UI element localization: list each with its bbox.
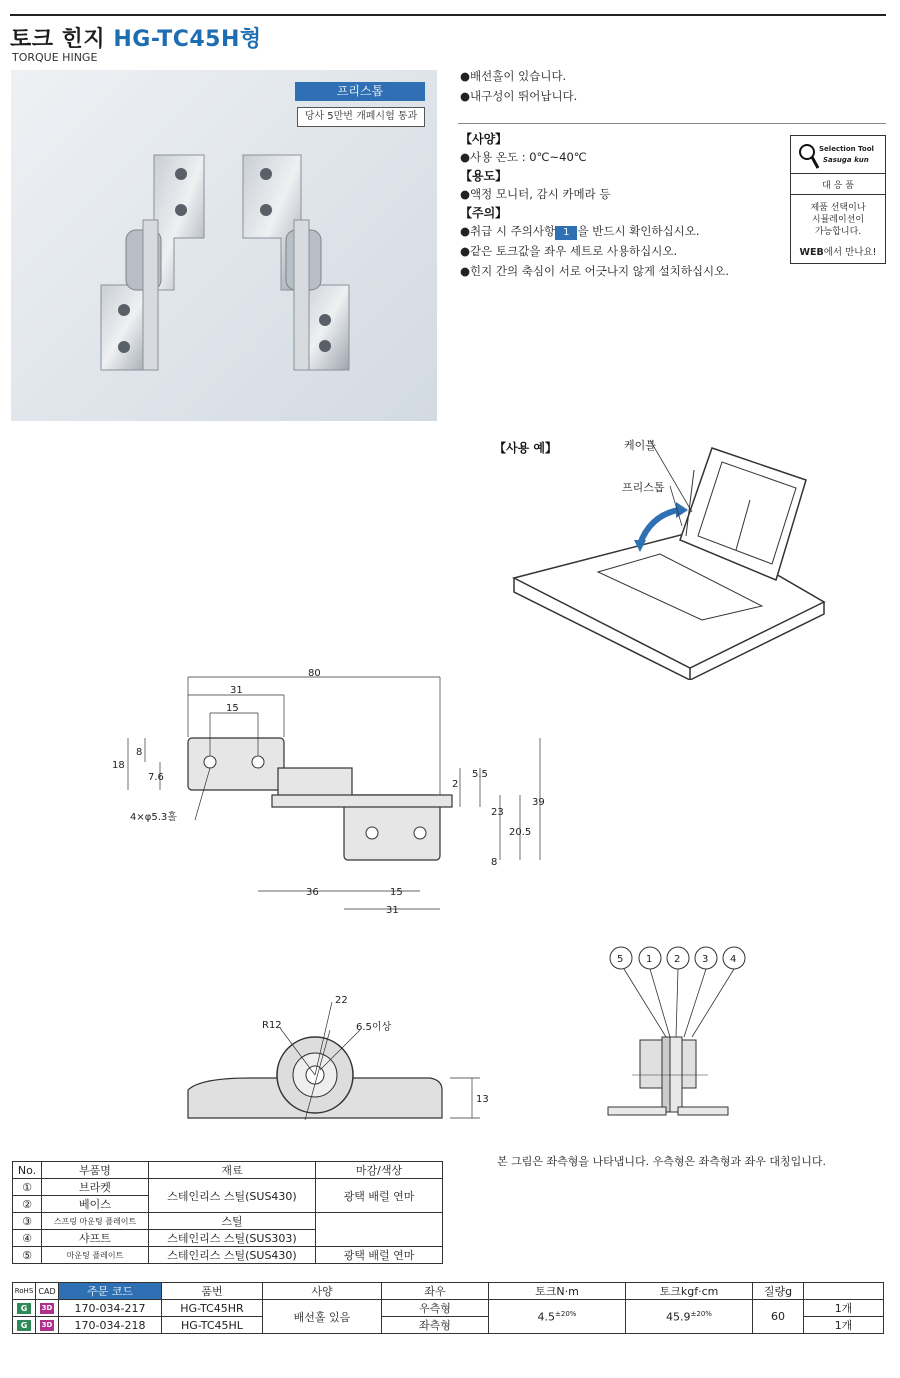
web-bold: WEB bbox=[799, 247, 824, 258]
column-header: 질량g bbox=[753, 1283, 804, 1300]
dim-label: 4×φ5.3홀 bbox=[130, 812, 177, 823]
callout-number: 4 bbox=[730, 954, 737, 965]
selection-tool-desc: 시뮬레이션이 bbox=[811, 215, 865, 225]
dim-label: 13 bbox=[476, 1094, 489, 1105]
test-passed-badge: 당사 5만번 개폐시험 통과 bbox=[297, 107, 425, 127]
part-finish-empty bbox=[316, 1213, 443, 1247]
cable-label: 케이블 bbox=[624, 439, 656, 452]
part-material: 스틸 bbox=[149, 1213, 316, 1230]
dim-label: 31 bbox=[230, 685, 243, 696]
spec-cell: 배선홀 있음 bbox=[263, 1300, 382, 1334]
side-view-drawing bbox=[180, 990, 500, 1130]
web-rest: 에서 만나요! bbox=[823, 247, 877, 258]
part-material: 스테인리스 스틸(SUS430) bbox=[149, 1179, 316, 1213]
selection-tool-brand: Selection Tool bbox=[819, 145, 874, 153]
selection-tool-box[interactable] bbox=[790, 135, 886, 264]
part-material: 스테인리스 스틸(SUS430) bbox=[149, 1247, 316, 1264]
dimension-drawing bbox=[110, 665, 570, 925]
page-title bbox=[10, 22, 262, 53]
title-model-code: HG-TC45H형 bbox=[113, 27, 262, 52]
caution-item: ●같은 토크값을 좌우 세트로 사용하십시오. bbox=[460, 244, 678, 258]
caution-text: ●취급 시 주의사항 bbox=[460, 224, 556, 238]
part-number: HG-TC45HL bbox=[162, 1317, 263, 1334]
dim-label: R12 bbox=[262, 1020, 282, 1031]
sel-divider bbox=[791, 173, 885, 174]
part-name: 샤프트 bbox=[42, 1230, 149, 1247]
part-name: 마운팅 플레이트 bbox=[42, 1247, 149, 1264]
part-no: ① bbox=[13, 1179, 42, 1196]
part-number: HG-TC45HR bbox=[162, 1300, 263, 1317]
dim-label: 2 bbox=[452, 779, 459, 790]
dim-label: 23 bbox=[491, 807, 504, 818]
table-header-row bbox=[13, 1283, 884, 1300]
qty-cell: 1개 bbox=[804, 1317, 884, 1334]
part-no: ② bbox=[13, 1196, 42, 1213]
part-no: ④ bbox=[13, 1230, 42, 1247]
table-row bbox=[13, 1213, 443, 1230]
dim-label: 20.5 bbox=[509, 827, 532, 838]
dim-label: 6.5이상 bbox=[356, 1022, 392, 1033]
selection-tool-mascot: Sasuga kun bbox=[823, 156, 869, 164]
right-hinge-photo bbox=[243, 155, 349, 370]
caution-item bbox=[460, 221, 780, 241]
parts-table bbox=[12, 1161, 443, 1264]
torque-nm-tolerance: ±20% bbox=[555, 1309, 577, 1318]
dim-label: 5.5 bbox=[472, 769, 488, 780]
cad-3d-icon[interactable]: 3D bbox=[41, 1321, 53, 1329]
cad-cell[interactable] bbox=[36, 1317, 59, 1334]
column-header: 사양 bbox=[263, 1283, 382, 1300]
selection-tool-web bbox=[791, 244, 885, 258]
column-header: 토크N·m bbox=[489, 1283, 626, 1300]
column-header: 토크kgf·cm bbox=[626, 1283, 753, 1300]
column-header: 주문 코드 bbox=[59, 1283, 162, 1300]
order-code[interactable]: 170-034-217 bbox=[59, 1300, 162, 1317]
side-cell: 우측형 bbox=[382, 1300, 489, 1317]
column-header: 재료 bbox=[149, 1162, 316, 1179]
side-cell: 좌측형 bbox=[382, 1317, 489, 1334]
callout-number: 3 bbox=[702, 954, 709, 965]
part-name: 베이스 bbox=[42, 1196, 149, 1213]
table-header-row bbox=[13, 1162, 443, 1179]
dim-label: 22 bbox=[335, 995, 348, 1006]
rohs-icon: G bbox=[17, 1303, 31, 1314]
order-table bbox=[12, 1282, 884, 1334]
table-row bbox=[13, 1179, 443, 1196]
caution-heading: 【주의】 bbox=[460, 206, 508, 220]
part-finish: 광택 배럴 연마 bbox=[316, 1247, 443, 1264]
usage-example-label: 【사용 예】 bbox=[494, 441, 557, 455]
cad-3d-icon[interactable]: 3D bbox=[41, 1304, 53, 1312]
freestop-label: 프리스톱 bbox=[622, 481, 665, 494]
base-plate bbox=[272, 795, 452, 807]
callout-number: 1 bbox=[646, 954, 653, 965]
column-header: No. bbox=[13, 1162, 42, 1179]
usage-item: ●액정 모니터, 감시 카메라 등 bbox=[460, 187, 611, 201]
mass-cell: 60 bbox=[753, 1300, 804, 1334]
dim-label: 8 bbox=[136, 747, 143, 758]
column-header: 좌우 bbox=[382, 1283, 489, 1300]
torque-nm-cell bbox=[489, 1300, 626, 1334]
column-header: CAD bbox=[36, 1283, 59, 1300]
feature-list bbox=[460, 66, 577, 106]
dim-label: 80 bbox=[308, 668, 321, 679]
caution-text: 을 반드시 확인하십시오. bbox=[577, 224, 700, 238]
column-header: 부품명 bbox=[42, 1162, 149, 1179]
column-header bbox=[804, 1283, 884, 1300]
callout-drawing bbox=[600, 945, 750, 1120]
left-hinge-photo bbox=[101, 155, 204, 370]
upper-bracket bbox=[188, 738, 284, 790]
callout-number: 2 bbox=[674, 954, 681, 965]
table-row bbox=[13, 1247, 443, 1264]
callout-number: 5 bbox=[617, 954, 624, 965]
feature-item: ●내구성이 뛰어납니다. bbox=[460, 89, 578, 103]
selection-tool-subject: 대 응 품 bbox=[822, 181, 854, 191]
dim-label: 31 bbox=[386, 905, 399, 916]
part-no: ③ bbox=[13, 1213, 42, 1230]
dim-label: 39 bbox=[532, 797, 545, 808]
torque-kgf-value: 45.9 bbox=[666, 1310, 691, 1324]
dim-label: 8 bbox=[491, 857, 498, 868]
drawing-note: 본 그림은 좌측형을 나타냅니다. 우측형은 좌측형과 좌우 대칭입니다. bbox=[497, 1155, 826, 1168]
cad-cell[interactable] bbox=[36, 1300, 59, 1317]
spec-section bbox=[460, 130, 780, 281]
selection-tool-desc: 제품 선택이나 bbox=[810, 203, 866, 213]
part-finish: 광택 배럴 연마 bbox=[316, 1179, 443, 1213]
dim-label: 7.6 bbox=[148, 772, 164, 783]
usage-example-drawing bbox=[500, 440, 830, 680]
caution-ref-badge: 1 bbox=[555, 226, 577, 240]
divider bbox=[458, 123, 886, 124]
part-name: 스프링 마운팅 플레이트 bbox=[42, 1213, 149, 1230]
column-header: 마감/색상 bbox=[316, 1162, 443, 1179]
rohs-icon: G bbox=[17, 1320, 31, 1331]
torque-nm-value: 4.5 bbox=[537, 1310, 556, 1324]
rohs-cell bbox=[13, 1300, 36, 1317]
sel-divider bbox=[791, 194, 885, 195]
dim-label: 36 bbox=[306, 887, 319, 898]
caution-item: ●힌지 간의 축심이 서로 어긋나지 않게 설치하십시오. bbox=[460, 264, 729, 278]
qty-cell: 1개 bbox=[804, 1300, 884, 1317]
freestop-badge: 프리스톱 bbox=[295, 82, 425, 101]
page-subtitle: TORQUE HINGE bbox=[12, 51, 98, 64]
column-header: RoHS bbox=[13, 1283, 36, 1300]
table-row[interactable] bbox=[13, 1300, 884, 1317]
dim-label: 18 bbox=[112, 760, 125, 771]
torque-kgf-cell bbox=[626, 1300, 753, 1334]
torque-kgf-tolerance: ±20% bbox=[690, 1309, 712, 1318]
dim-label: 15 bbox=[390, 887, 403, 898]
column-header: 품번 bbox=[162, 1283, 263, 1300]
part-no: ⑤ bbox=[13, 1247, 42, 1264]
order-code[interactable]: 170-034-218 bbox=[59, 1317, 162, 1334]
spec-item: ●사용 온도 : 0℃~40℃ bbox=[460, 150, 587, 164]
usage-heading: 【용도】 bbox=[460, 169, 508, 183]
title-korean: 토크 힌지 bbox=[10, 27, 106, 52]
top-rule bbox=[10, 14, 886, 16]
part-name: 브라켓 bbox=[42, 1179, 149, 1196]
part-material: 스테인리스 스틸(SUS303) bbox=[149, 1230, 316, 1247]
feature-item: ●배선홀이 있습니다. bbox=[460, 69, 567, 83]
rohs-cell bbox=[13, 1317, 36, 1334]
spec-heading: 【사양】 bbox=[460, 132, 508, 146]
dim-label: 15 bbox=[226, 703, 239, 714]
magnifier-icon bbox=[797, 142, 819, 170]
selection-tool-desc: 가능합니다. bbox=[814, 227, 862, 237]
